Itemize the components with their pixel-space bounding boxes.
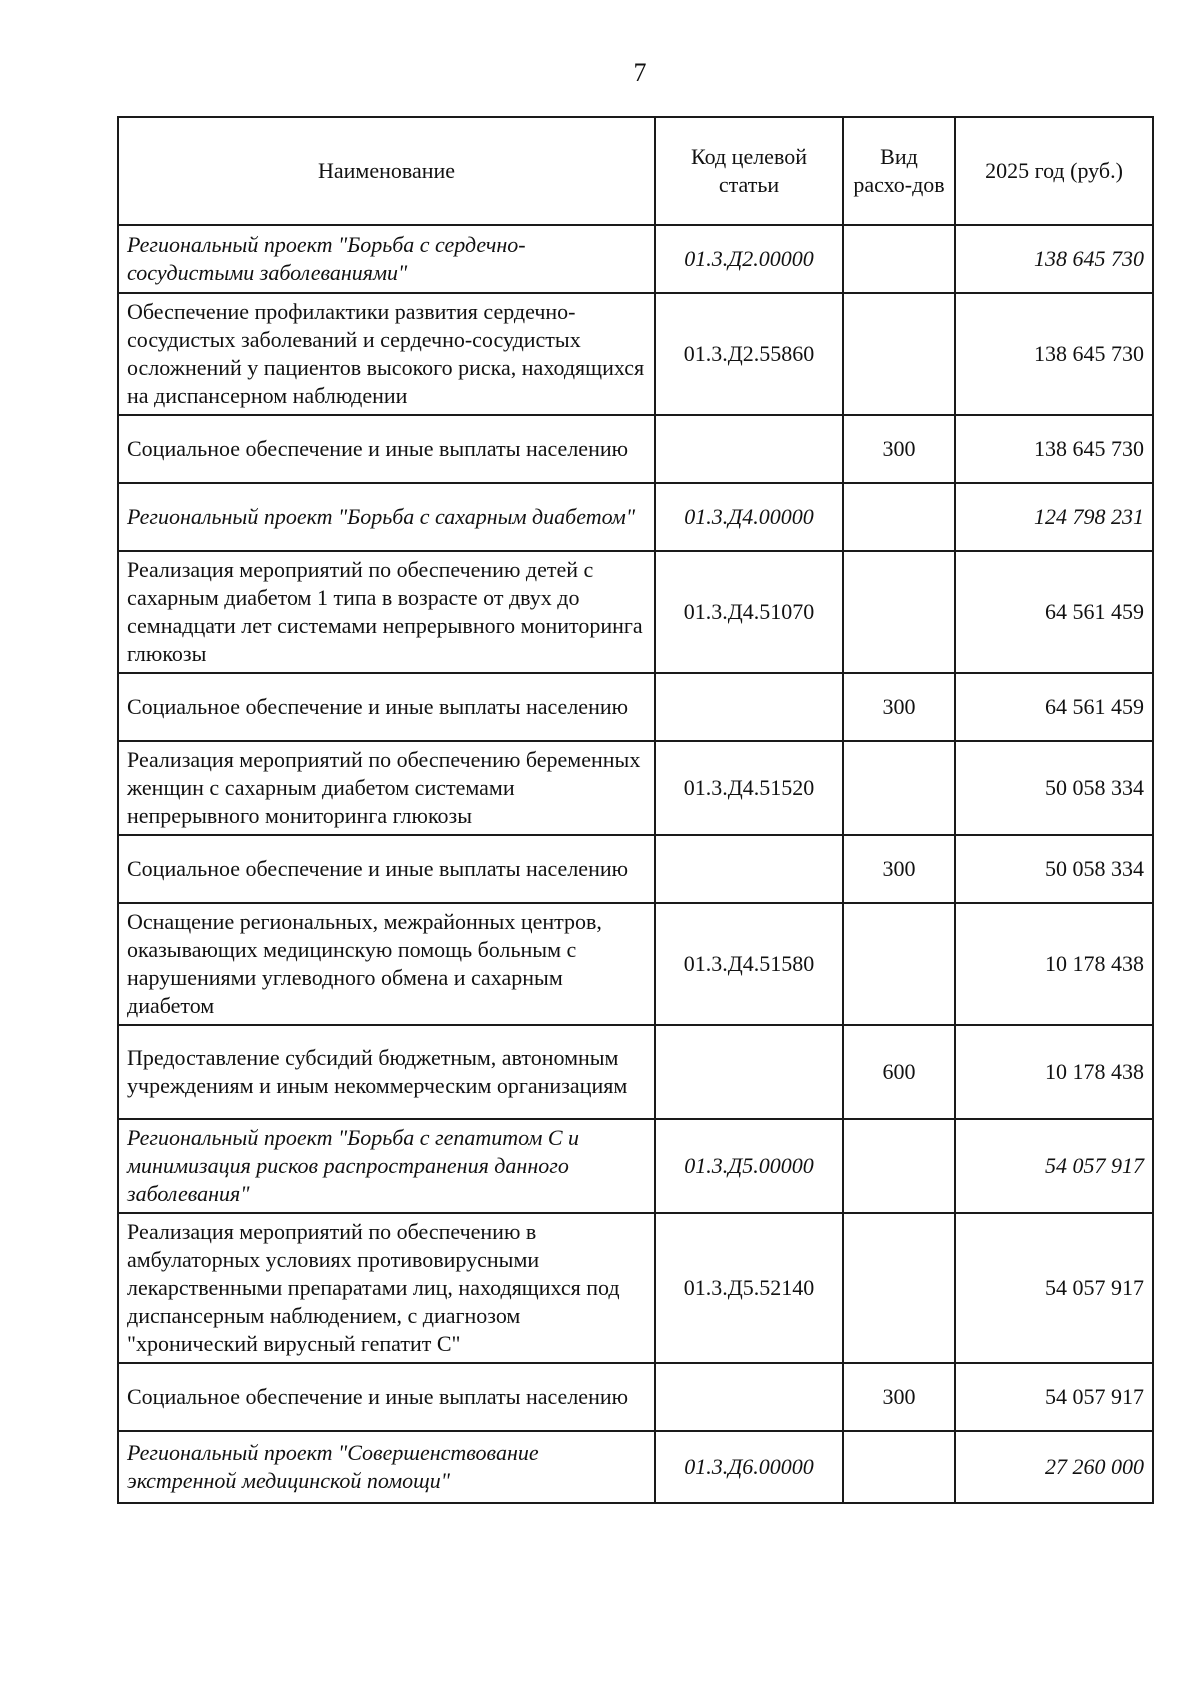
row-amount-cell: 10 178 438: [955, 1025, 1153, 1119]
row-amount-cell: 54 057 917: [955, 1119, 1153, 1213]
row-code-cell: [655, 1025, 843, 1119]
row-code-cell: 01.3.Д2.55860: [655, 293, 843, 415]
row-code-cell: [655, 415, 843, 483]
row-code-cell: 01.3.Д4.51520: [655, 741, 843, 835]
row-code-cell: 01.3.Д2.00000: [655, 225, 843, 293]
row-type-cell: 600: [843, 1025, 955, 1119]
header-type: Вид расхо-дов: [843, 117, 955, 225]
project-row: [118, 225, 1153, 293]
row-name-cell: Реализация мероприятий по обеспечению беременных женщин с сахарным диабетом системами непрерывного мониторинга глюкозы: [118, 741, 655, 835]
row-name-cell: Региональный проект "Борьба с сахарным диабетом": [118, 483, 655, 551]
row-name-cell: Региональный проект "Борьба с сердечно-сосудистыми заболеваниями": [118, 225, 655, 293]
row-type-cell: 300: [843, 1363, 955, 1431]
row-type-cell: [843, 1213, 955, 1363]
row-amount-cell: 50 058 334: [955, 741, 1153, 835]
header-code: Код целевой статьи: [655, 117, 843, 225]
row-type-cell: [843, 903, 955, 1025]
row-amount-cell: 50 058 334: [955, 835, 1153, 903]
table-row: [118, 903, 1153, 1025]
row-amount-cell: 64 561 459: [955, 673, 1153, 741]
row-amount-cell: 138 645 730: [955, 415, 1153, 483]
project-row: [118, 1119, 1153, 1213]
table-row: [118, 835, 1153, 903]
project-row: [118, 483, 1153, 551]
row-code-cell: 01.3.Д4.51070: [655, 551, 843, 673]
budget-table: [117, 116, 1154, 1504]
row-name-cell: Региональный проект "Совершенствование экстренной медицинской помощи": [118, 1431, 655, 1503]
row-name-cell: Социальное обеспечение и иные выплаты населению: [118, 415, 655, 483]
row-amount-cell: 138 645 730: [955, 293, 1153, 415]
header-amount: 2025 год (руб.): [955, 117, 1153, 225]
row-name-cell: Обеспечение профилактики развития сердечно-сосудистых заболеваний и сердечно-сосудистых осложнений у пациентов высокого риска, находящихся на диспансерном наблюдении: [118, 293, 655, 415]
row-code-cell: [655, 673, 843, 741]
row-type-cell: 300: [843, 415, 955, 483]
table-row: [118, 293, 1153, 415]
project-row: [118, 1431, 1153, 1503]
row-name-cell: Социальное обеспечение и иные выплаты населению: [118, 1363, 655, 1431]
row-name-cell: Реализация мероприятий по обеспечению в амбулаторных условиях противовирусными лекарственными препаратами лиц, находящихся под диспансерным наблюдением, с диагнозом "хронический вирусный гепатит С": [118, 1213, 655, 1363]
row-name-cell: Социальное обеспечение и иные выплаты населению: [118, 835, 655, 903]
table-row: [118, 741, 1153, 835]
header-name: Наименование: [118, 117, 655, 225]
row-amount-cell: 10 178 438: [955, 903, 1153, 1025]
table-body: [118, 225, 1153, 1503]
row-amount-cell: 124 798 231: [955, 483, 1153, 551]
row-type-cell: 300: [843, 835, 955, 903]
row-code-cell: [655, 835, 843, 903]
row-amount-cell: 54 057 917: [955, 1363, 1153, 1431]
row-amount-cell: 138 645 730: [955, 225, 1153, 293]
row-name-cell: Социальное обеспечение и иные выплаты населению: [118, 673, 655, 741]
table-row: [118, 1213, 1153, 1363]
row-type-cell: [843, 551, 955, 673]
table-row: [118, 551, 1153, 673]
row-amount-cell: 27 260 000: [955, 1431, 1153, 1503]
row-type-cell: [843, 293, 955, 415]
row-code-cell: 01.3.Д4.00000: [655, 483, 843, 551]
row-name-cell: Реализация мероприятий по обеспечению детей с сахарным диабетом 1 типа в возрасте от двух до семнадцати лет системами непрерывного мониторинга глюкозы: [118, 551, 655, 673]
row-name-cell: Региональный проект "Борьба с гепатитом С и минимизация рисков распространения данного заболевания": [118, 1119, 655, 1213]
row-code-cell: 01.3.Д4.51580: [655, 903, 843, 1025]
table-row: [118, 1363, 1153, 1431]
table-row: [118, 1025, 1153, 1119]
row-code-cell: 01.3.Д6.00000: [655, 1431, 843, 1503]
row-code-cell: 01.3.Д5.52140: [655, 1213, 843, 1363]
table-row: [118, 673, 1153, 741]
row-type-cell: [843, 1119, 955, 1213]
row-code-cell: [655, 1363, 843, 1431]
row-code-cell: 01.3.Д5.00000: [655, 1119, 843, 1213]
page-number: 7: [633, 58, 647, 87]
row-amount-cell: 54 057 917: [955, 1213, 1153, 1363]
row-type-cell: [843, 741, 955, 835]
row-name-cell: Оснащение региональных, межрайонных центров, оказывающих медицинскую помощь больным с нарушениями углеводного обмена и сахарным диабетом: [118, 903, 655, 1025]
row-amount-cell: 64 561 459: [955, 551, 1153, 673]
row-type-cell: [843, 1431, 955, 1503]
table-row: [118, 415, 1153, 483]
row-type-cell: 300: [843, 673, 955, 741]
row-type-cell: [843, 225, 955, 293]
table-header-row: [118, 117, 1153, 225]
row-type-cell: [843, 483, 955, 551]
row-name-cell: Предоставление субсидий бюджетным, автономным учреждениям и иным некоммерческим организациям: [118, 1025, 655, 1119]
